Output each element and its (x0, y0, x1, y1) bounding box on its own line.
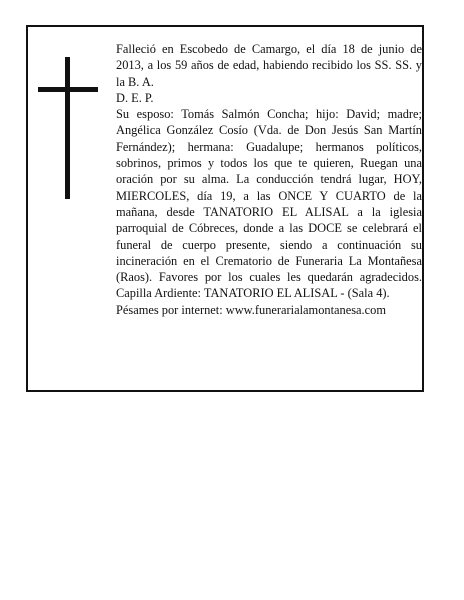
family-and-funeral-details: Su esposo: Tomás Salmón Concha; hijo: David; madre; Angélica González Cosío (Vda. de Don Jesús San Martín Fernández); hermana: Guadalupe; hermanos políticos, sobrinos, primos y todos los que te quieren, Ruegan una oración por su alma. La conducción tendrá lugar, HOY, MIERCOLES, día 19, a las ONCE Y CUARTO de la mañana, desde TANATORIO EL ALISAL a la iglesia parroquial de Cóbreces, donde a las DOCE se celebrará el funeral de cuerpo presente, siendo a continuación su incineración en el Crematorio de Funeraria La Montañesa (Raos). Favores por los cuales les quedarán agradecidos. Capilla Ardiente: TANATORIO EL ALISAL - (Sala 4). (116, 107, 422, 301)
obituary-notice (26, 25, 424, 392)
cross-horizontal-bar (38, 87, 98, 92)
latin-cross-icon (38, 57, 98, 199)
death-announcement: Falleció en Escobedo de Camargo, el día 18 de junio de 2013, a los 59 años de edad, habiendo recibido los SS. SS. y la B. A. (116, 42, 422, 89)
obituary-text (116, 41, 422, 318)
condolences-line: Pésames por internet: www.funerarialamontanesa.com (116, 302, 386, 317)
cross-vertical-bar (65, 57, 70, 199)
rip-line: D. E. P. (116, 90, 154, 105)
